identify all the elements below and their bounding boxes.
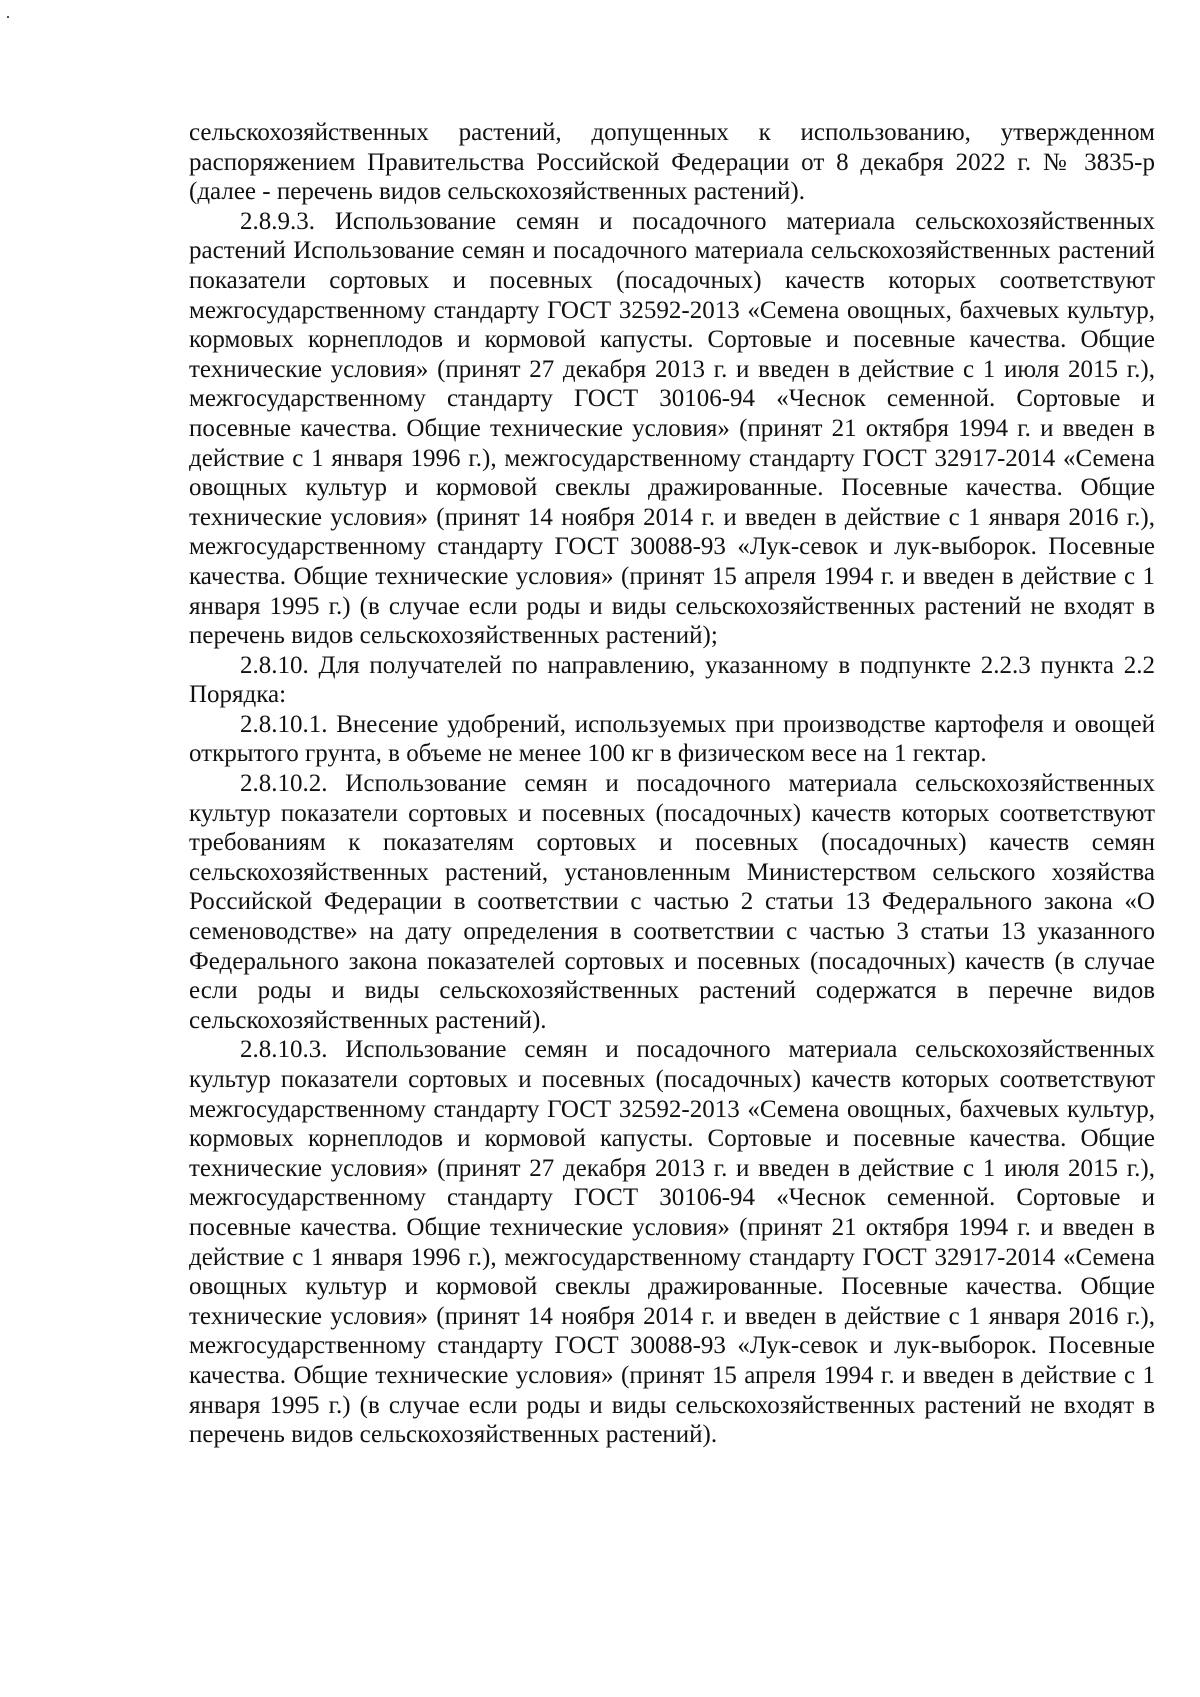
- paragraph-2-8-9-3: 2.8.9.3. Использование семян и посадочного материала сельскохозяйственных растений Использование семян и посадочного материала сельскохозяйственных растений показатели сортовых и посевных (посадочных) качеств которых соответствуют межгосударственному стандарту ГОСТ 32592-2013 «Семена овощных, бахчевых культур, кормовых корнеплодов и кормовой капусты. Сортовые и посевные качества. Общие технические условия» (принят 27 декабря 2013 г. и введен в действие с 1 июля 2015 г.), межгосударственному стандарту ГОСТ 30106-94 «Чеснок семенной. Сортовые и посевные качества. Общие технические условия» (принят 21 октября 1994 г. и введен в действие с 1 января 1996 г.), межгосударственному стандарту ГОСТ 32917-2014 «Семена овощных культур и кормовой свеклы дражированные. Посевные качества. Общие технические условия» (принят 14 ноября 2014 г. и введен в действие с 1 января 2016 г.), межгосударственному стандарту ГОСТ 30088-93 «Лук-севок и лук-выборок. Посевные качества. Общие технические условия» (принят 15 апреля 1994 г. и введен в действие с 1 января 1995 г.) (в случае если роды и виды сельскохозяйственных растений не входят в перечень видов сельскохозяйственных растений);: [189, 207, 1155, 650]
- paragraph-2-8-10: 2.8.10. Для получателей по направлению, указанному в подпункте 2.2.3 пункта 2.2 Порядка:: [189, 651, 1155, 709]
- paragraph-continuation: сельскохозяйственных растений, допущенных к использованию, утвержденном распоряжением Правительства Российской Федерации от 8 декабря 2022 г. № 3835-р (далее - перечень видов сельскохозяйственных растений).: [189, 119, 1155, 206]
- paragraph-2-8-10-2: 2.8.10.2. Использование семян и посадочного материала сельскохозяйственных культур показатели сортовых и посевных (посадочных) качеств которых соответствуют требованиям к показателям сортовых и посевных (посадочных) качеств семян сельскохозяйственных растений, установленным Министерством сельского хозяйства Российской Федерации в соответствии с частью 2 статьи 13 Федерального закона «О семеноводстве» на дату определения в соответствии с частью 3 статьи 13 указанного Федерального закона показателей сортовых и посевных (посадочных) качеств (в случае если роды и виды сельскохозяйственных растений содержатся в перечне видов сельскохозяйственных растений).: [189, 770, 1155, 1034]
- document-page: [189, 118, 1155, 1450]
- paragraph-2-8-10-3: 2.8.10.3. Использование семян и посадочного материала сельскохозяйственных культур показатели сортовых и посевных (посадочных) качеств которых соответствуют межгосударственному стандарту ГОСТ 32592-2013 «Семена овощных, бахчевых культур, кормовых корнеплодов и кормовой капусты. Сортовые и посевные качества. Общие технические условия» (принят 27 декабря 2013 г. и введен в действие с 1 июля 2015 г.), межгосударственному стандарту ГОСТ 30106-94 «Чеснок семенной. Сортовые и посевные качества. Общие технические условия» (принят 21 октября 1994 г. и введен в действие с 1 января 1996 г.), межгосударственному стандарту ГОСТ 32917-2014 «Семена овощных культур и кормовой свеклы дражированные. Посевные качества. Общие технические условия» (принят 14 ноября 2014 г. и введен в действие с 1 января 2016 г.), межгосударственному стандарту ГОСТ 30088-93 «Лук-севок и лук-выборок. Посевные качества. Общие технические условия» (принят 15 апреля 1994 г. и введен в действие с 1 января 1995 г.) (в случае если роды и виды сельскохозяйственных растений не входят в перечень видов сельскохозяйственных растений).: [189, 1036, 1155, 1449]
- paragraph-2-8-10-1: 2.8.10.1. Внесение удобрений, используемых при производстве картофеля и овощей открытого грунта, в объеме не менее 100 кг в физическом весе на 1 гектар.: [189, 710, 1155, 768]
- scan-artifact: [7, 16, 9, 18]
